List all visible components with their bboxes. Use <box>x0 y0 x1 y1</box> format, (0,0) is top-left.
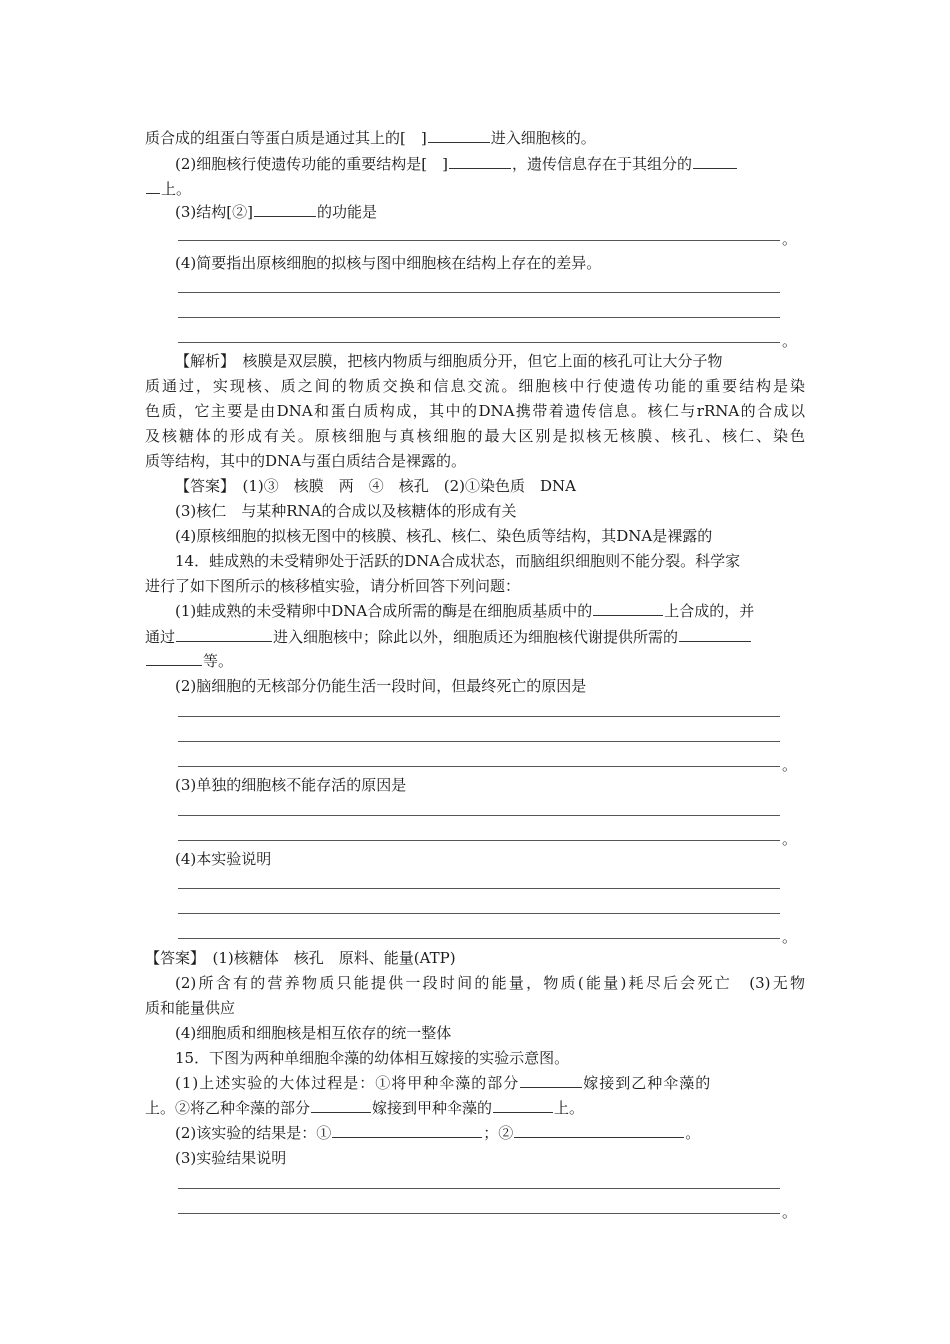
answer-blank[interactable] <box>593 600 663 616</box>
period: 。 <box>782 1203 798 1221</box>
q15-p2-mid: ；② <box>483 1124 514 1142</box>
q14-answer-line-4: (4)细胞质和细胞核是相互依存的统一整体 <box>175 1024 452 1042</box>
q13-p2-text: (2)细胞核行使遗传功能的重要结构是[ ] <box>175 155 448 173</box>
q14-p1-cont <box>145 626 805 648</box>
analysis-line-1 <box>175 350 805 372</box>
q14-stem-1: 14．蛙成熟的未受精卵处于活跃的DNA合成状态，而脑组织细胞则不能分裂。科学家 <box>175 552 741 570</box>
answer-blank[interactable] <box>332 1122 482 1138</box>
q14-answer-line-3: 质和能量供应 <box>145 999 236 1017</box>
answer-blank[interactable] <box>254 201 316 217</box>
answer-label: 【答案】 <box>175 477 228 495</box>
q14-stem-2: 进行了如下图所示的核移植实验，请分析回答下列问题： <box>145 577 521 595</box>
period: 。 <box>782 230 798 248</box>
q13-cont-text-end: 进入细胞核的。 <box>490 129 596 147</box>
q14-p1-text-end: 上合成的，并 <box>664 602 755 620</box>
answer-blank[interactable] <box>449 153 511 169</box>
answer-rule[interactable] <box>178 913 780 914</box>
q15-p1b-text: 上。②将乙种伞藻的部分 <box>145 1099 311 1117</box>
q14-p1-end <box>145 650 805 672</box>
answer-blank[interactable] <box>679 626 751 642</box>
answer-rule[interactable] <box>178 317 780 318</box>
answer-blank[interactable] <box>146 650 202 666</box>
answer-rule[interactable] <box>178 240 780 241</box>
answer-text: (1)③ 核膜 两 ④ 核孔 (2)①染色质 DNA <box>242 477 577 495</box>
answer-blank[interactable] <box>493 1097 553 1113</box>
q14-answer-line-2: (2)所含有的营养物质只能提供一段时间的能量，物质(能量)耗尽后会死亡 (3)无物 <box>175 974 805 992</box>
analysis-label: 【解析】 <box>175 352 228 370</box>
answer-rule[interactable] <box>178 888 780 889</box>
answer-label: 【答案】 <box>145 949 198 967</box>
answer-line-2: (3)核仁 与某种RNA的合成以及核糖体的形成有关 <box>175 502 517 520</box>
q13-cont-text: 质合成的组蛋白等蛋白质是通过其上的[ ] <box>145 129 427 147</box>
answer-blank[interactable] <box>520 1072 582 1088</box>
q15-p2-end: 。 <box>685 1124 701 1142</box>
answer-rule[interactable] <box>178 741 780 742</box>
answer-rule[interactable] <box>178 815 780 816</box>
answer-rule[interactable] <box>178 342 780 343</box>
analysis-line-5: 质等结构，其中的DNA与蛋白质结合是裸露的。 <box>145 452 466 470</box>
answer-rule[interactable] <box>178 840 780 841</box>
answer-blank[interactable] <box>176 626 272 642</box>
q15-p1-text-end: 嫁接到乙种伞藻的 <box>583 1074 712 1092</box>
q13-p2-cont <box>145 178 805 200</box>
answer-rule[interactable] <box>178 1213 780 1214</box>
answer-rule[interactable] <box>178 938 780 939</box>
answer-text: (1)核糖体 核孔 原料、能量(ATP) <box>212 949 456 967</box>
analysis-line-2: 质通过，实现核、质之间的物质交换和信息交流。细胞核中行使遗传功能的重要结构是染 <box>145 377 805 395</box>
answer-blank[interactable] <box>693 153 737 169</box>
q15-p2-text: (2)该实验的结果是：① <box>175 1124 332 1142</box>
period: 。 <box>782 756 798 774</box>
q15-p2-line <box>175 1122 805 1144</box>
q13-p2-line <box>175 153 805 175</box>
q13-p3-text-end: 的功能是 <box>316 203 377 221</box>
answer-rule[interactable] <box>178 716 780 717</box>
q14-p1-text: (1)蛙成熟的未受精卵中DNA合成所需的酶是在细胞质基质中的 <box>175 602 593 620</box>
q15-stem: 15．下图为两种单细胞伞藻的幼体相互嫁接的实验示意图。 <box>175 1049 570 1067</box>
period: 。 <box>782 830 798 848</box>
q13-p3-line <box>175 201 805 223</box>
q14-p1-line <box>175 600 805 622</box>
answer-rule[interactable] <box>178 1188 780 1189</box>
answer-rule[interactable] <box>178 292 780 293</box>
q13-p4-line: (4)简要指出原核细胞的拟核与图中细胞核在结构上存在的差异。 <box>175 254 602 272</box>
analysis-line-4: 及核糖体的形成有关。原核细胞与真核细胞的最大区别是拟核无核膜、核孔、核仁、染色 <box>145 427 805 445</box>
q14-p2-line: (2)脑细胞的无核部分仍能生活一段时间，但最终死亡的原因是 <box>175 677 587 695</box>
q14-p1b-text-end: 进入细胞核中；除此以外，细胞质还为细胞核代谢提供所需的 <box>273 628 679 646</box>
period: 。 <box>782 332 798 350</box>
q15-p3-line: (3)实验结果说明 <box>175 1149 287 1167</box>
q14-p1c-text: 等。 <box>203 652 234 670</box>
answer-line-3: (4)原核细胞的拟核无图中的核膜、核孔、核仁、染色质等结构，其DNA是裸露的 <box>175 527 713 545</box>
q13-p2-end: 上。 <box>161 180 192 198</box>
q15-p1-cont <box>145 1097 805 1119</box>
q13-cont-line <box>145 127 805 149</box>
period: 。 <box>782 928 798 946</box>
analysis-text: 核膜是双层膜，把核内物质与细胞质分开，但它上面的核孔可让大分子物 <box>242 352 723 370</box>
answer-line-1 <box>175 475 805 497</box>
q14-p4-line: (4)本实验说明 <box>175 850 272 868</box>
q15-p1b-mid: 嫁接到甲种伞藻的 <box>372 1099 493 1117</box>
q14-p1b-text: 通过 <box>145 628 176 646</box>
answer-blank[interactable] <box>514 1122 684 1138</box>
q14-answer-line-1 <box>145 947 805 969</box>
q13-p3-text: (3)结构[②] <box>175 203 253 221</box>
answer-blank[interactable] <box>146 178 160 194</box>
q13-p2-text-end: ，遗传信息存在于其组分的 <box>511 155 692 173</box>
q14-p3-line: (3)单独的细胞核不能存活的原因是 <box>175 776 407 794</box>
answer-blank[interactable] <box>311 1097 371 1113</box>
q15-p1-line <box>175 1072 805 1094</box>
q15-p1b-end: 上。 <box>554 1099 585 1117</box>
analysis-line-3: 色质，它主要是由DNA和蛋白质构成，其中的DNA携带着遗传信息。核仁与rRNA的合成以 <box>145 402 805 420</box>
answer-rule[interactable] <box>178 766 780 767</box>
q15-p1-text: (1)上述实验的大体过程是：①将甲种伞藻的部分 <box>175 1074 520 1092</box>
answer-blank[interactable] <box>428 127 490 143</box>
